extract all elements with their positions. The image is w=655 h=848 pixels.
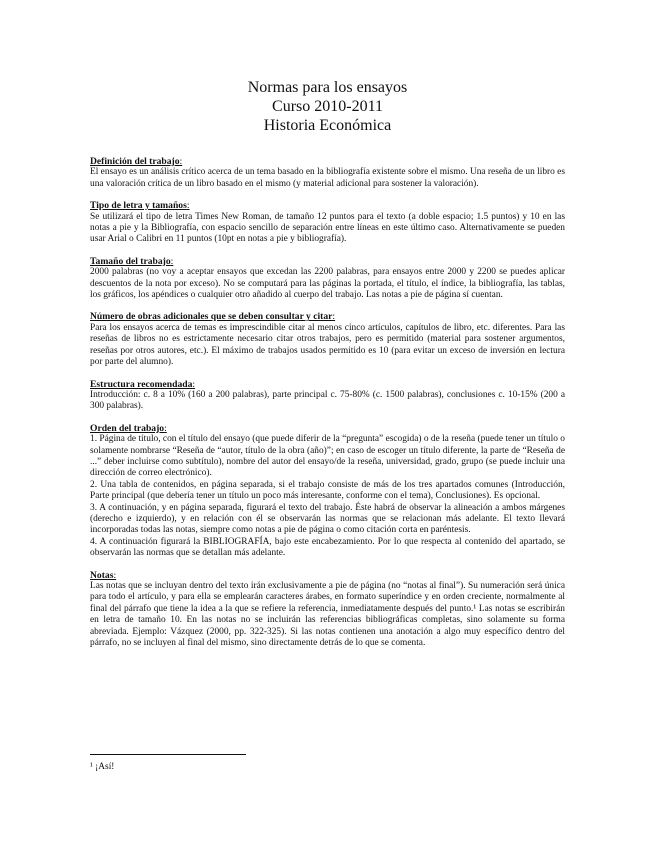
footnote-separator (90, 754, 246, 755)
section-heading: Definición del trabajo (90, 156, 180, 167)
section-paragraph: Introducción: c. 8 a 10% (160 a 200 palabras), parte principal c. 75-80% (c. 1500 palabras), conclusiones c. 10-15% (200 a 300 palabras). (90, 389, 565, 412)
title-line-3: Historia Económica (263, 117, 392, 134)
section-tamano: Tamaño del trabajo: 2000 palabras (no voy a aceptar ensayos que excedan las 2200 palabras, para ensayos entre 2000 y 2200 se puedes aplicar descuentos de la nota por exceso). No se computará para las páginas la portada, el título, el índice, la bibliografía, las tablas, los gráficos, los apéndices o cualquier otro añadido al cuerpo del trabajo. Las notas a pie de página sí cuentan. (90, 255, 565, 301)
section-heading: Notas (90, 569, 114, 581)
footnote: ¹ ¡Así! (90, 762, 115, 772)
section-paragraph: Se utilizará el tipo de letra Times New Roman, de tamaño 12 puntos para el texto (a doble espacio; 1.5 puntos) y 10 en las notas a pie y la Bibliografía, con espacio sencillo de separación entre líneas en este último caso. Alternativamente se pueden usar Arial o Calibri en 11 puntos (10pt en notas a pie y bibliografía). (90, 211, 565, 245)
section-notas: Notas: Las notas que se incluyan dentro del texto irán exclusivamente a pie de página (no “notas al final”). Su numeración será única para todo el artículo, y para ella se emplearán caracteres árabes, en formato superíndice y en orden creciente, normalmente al final del párrafo que tiene la idea a la que se refiere la referencia, inmediatamente después del punto.¹ Las notas se escribirán en letra de tamaño 10. En las notas no se incluirán las referencias bibliográficas completas, sino solamente su forma abreviada. Ejemplo: Vázquez (2000, pp. 322-325). Si las notas contienen una anotación a algo muy específico dentro del párrafo, no se incluyen al final del mismo, sino directamente detrás de lo que se comenta. (90, 569, 565, 649)
section-heading: Orden del trabajo (90, 422, 165, 434)
section-numero-obras: Número de obras adicionales que se deben consultar y citar: Para los ensayos acerca de temas es imprescindible citar al menos cinco artículos, capítulos de libro, etc. diferentes. Para las reseñas de libros no es estrictamente necesario citar otros trabajos, pero es permitido (material para sostener argumentos, reseñas por otros autores, etc.). El máximo de trabajos usados permitido es 10 (para evitar un exceso de inversión en lectura por parte del alumno). (90, 311, 565, 368)
section-paragraph: 3. A continuación, y en página separada, figurará el texto del trabajo. Éste habrá de observar la alineación a ambos márgenes (derecho e izquierdo), y en relación con él se observarán las normas que se relacionan más adelante. El texto llevará incorporadas todas las notas, siempre como notas a pie de página o como citación corta en paréntesis. (90, 502, 565, 536)
section-heading: Tipo de letra y tamaños (90, 200, 187, 212)
section-estructura: Estructura recomendada: Introducción: c. 8 a 10% (160 a 200 palabras), parte principal c. 75-80% (c. 1500 palabras), conclusiones c. 10-15% (200 a 300 palabras). (90, 378, 565, 412)
section-paragraph: El ensayo es un análisis crítico acerca de un tema basado en la bibliografía existente sobre el mismo. Una reseña de un libro es una valoración crítica de un libro basado en el mismo (y material adicional para sostener la valoración). (90, 167, 565, 189)
section-tipo-letra: Tipo de letra y tamaños: Se utilizará el tipo de letra Times New Roman, de tamaño 12 puntos para el texto (a doble espacio; 1.5 puntos) y 10 en las notas a pie y la Bibliografía, con espacio sencillo de separación entre líneas en este último caso. Alternativamente se pueden usar Arial o Calibri en 11 puntos (10pt en notas a pie y bibliografía). (90, 200, 565, 245)
section-paragraph: 1. Página de título, con el título del ensayo (que puede diferir de la “pregunta” escogida) o de la reseña (puede tener un título o solamente nombrarse “Reseña de “autor, título de la obra (año)”; en caso de escoger un título diferente, la parte de “Reseña de ...” deber incluirse como subtítulo), nombre del autor del ensayo/de la reseña, universidad, grado, grupo (se puede incluir una dirección de correo electrónico). (90, 434, 565, 479)
sections (90, 156, 565, 649)
document-title (90, 78, 565, 135)
section-heading: Número de obras adicionales que se deben consultar y citar (90, 311, 333, 323)
section-paragraph: 2. Una tabla de contenidos, en página separada, si el trabajo consiste de más de los tres apartados comunes (Introducción, Parte principal (que debería tener un título un poco más interesante, conforme con el tema), Conclusiones). Es opcional. (90, 479, 565, 502)
section-paragraph: 2000 palabras (no voy a aceptar ensayos que excedan las 2200 palabras, para ensayos entre 2000 y 2200 se puedes aplicar descuentos de la nota por exceso). No se computará para las páginas la portada, el título, el índice, la bibliografía, las tablas, los gráficos, los apéndices o cualquier otro añadido al cuerpo del trabajo. Las notas a pie de página sí cuentan. (90, 267, 565, 301)
section-orden: Orden del trabajo: 1. Página de título, con el título del ensayo (que puede diferir de la “pregunta” escogida) o de la reseña (puede tener un título o solamente nombrarse “Reseña de “autor, título de la obra (año)”; en caso de escoger un título diferente, la parte de “Reseña de ...” deber incluirse como subtítulo), nombre del autor del ensayo/de la reseña, universidad, grado, grupo (se puede incluir una dirección de correo electrónico). 2. Una tabla de contenidos, en página separada, si el trabajo consiste de más de los tres apartados comunes (Introducción, Parte principal (que debería tener un título un poco más interesante, conforme con el tema), Conclusiones). Es opcional. 3. A continuación, y en página separada, figurará el texto del trabajo. Éste habrá de observar la alineación a ambos márgenes (derecho e izquierdo), y en relación con él se observarán las normas que se relacionan más adelante. El texto llevará incorporadas todas las notas, siempre como notas a pie de página o como citación corta en paréntesis. 4. A continuación figurará la BIBLIOGRAFÍA, bajo este encabezamiento. Por lo que respecta al contenido del apartado, se observarán las normas que se detallan más adelante. (90, 422, 565, 559)
title-line-1: Normas para los ensayos (247, 79, 408, 96)
section-heading: Tamaño del trabajo (90, 255, 171, 267)
section-paragraph: 4. A continuación figurará la BIBLIOGRAFÍA, bajo este encabezamiento. Por lo que respecta al contenido del apartado, se observarán las normas que se detallan más adelante. (90, 536, 565, 559)
section-paragraph: Las notas que se incluyan dentro del texto irán exclusivamente a pie de página (no “notas al final”). Su numeración será única para todo el artículo, y para ella se emplearán caracteres árabes, en formato superíndice y en orden creciente, normalmente al final del párrafo que tiene la idea a la que se refiere la referencia, inmediatamente después del punto.¹ Las notas se escribirán en letra de tamaño 10. En las notas no se incluirán las referencias bibliográficas completas, sino solamente su forma abreviada. Ejemplo: Vázquez (2000, pp. 322-325). Si las notas contienen una anotación a algo muy específico dentro del párrafo, no se incluyen al final del mismo, sino directamente detrás de lo que se comenta. (90, 581, 565, 649)
title-line-2: Curso 2010-2011 (272, 98, 383, 115)
document-page (90, 78, 565, 659)
section-heading: Estructura recomendada (90, 378, 193, 390)
section-paragraph: Para los ensayos acerca de temas es imprescindible citar al menos cinco artículos, capítulos de libro, etc. diferentes. Para las reseñas de libros no es estrictamente necesario citar otros trabajos, pero es permitido (material para sostener argumentos, reseñas por otros autores, etc.). El máximo de trabajos usados permitido es 10 (para evitar un exceso de inversión en lectura por parte del alumno). (90, 322, 565, 368)
section-definicion: Definición del trabajo: El ensayo es un análisis crítico acerca de un tema basado en la bibliografía existente sobre el mismo. Una reseña de un libro es una valoración crítica de un libro basado en el mismo (y material adicional para sostener la valoración). (90, 156, 565, 189)
